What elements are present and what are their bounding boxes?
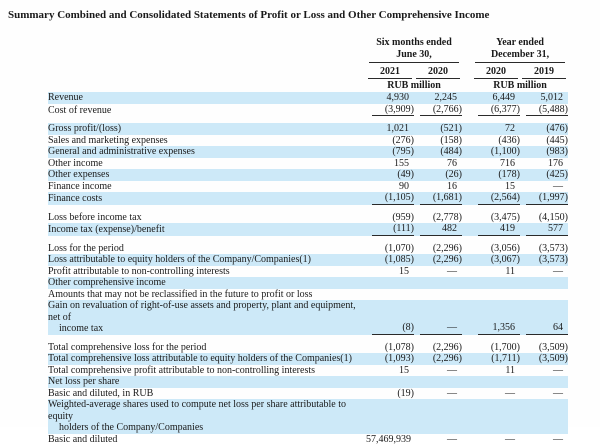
row-value: (959) [366,212,414,224]
row-value: 176 [520,158,568,170]
row-label: Total comprehensive loss attributable to equity holders of the Companies(1) [48,353,366,365]
row-value: (484) [414,146,462,158]
row-value: — [472,388,520,400]
row-value: (178) [472,169,520,181]
row-value: (445) [520,135,568,147]
row-value: (1,070) [366,243,414,255]
statement-row [48,376,568,388]
row-value [414,289,462,301]
column-gap [462,342,472,354]
row-value: — [414,365,462,377]
row-value: 482 [414,223,462,236]
row-label: Net loss per share [48,376,366,388]
row-label: Gross profit/(loss) [48,123,366,135]
row-value: — [520,388,568,400]
row-value: 15 [366,365,414,377]
row-label: Total comprehensive profit attributable to non-controlling interests [48,365,366,377]
column-gap [462,37,472,65]
row-value: (3,056) [472,243,520,255]
row-value [472,277,520,289]
column-gap [462,223,472,236]
row-value: (19) [366,388,414,400]
row-value: (425) [520,169,568,181]
row-value: (5,488) [520,104,568,117]
group-label [475,37,565,63]
row-label: Revenue [48,92,366,104]
year-column-header [414,65,462,79]
row-label: Profit attributable to non-controlling interests [48,266,366,278]
column-gap [462,158,472,170]
row-value: (2,766) [414,104,462,117]
row-label: General and administrative expenses [48,146,366,158]
row-value: (111) [366,223,414,236]
row-label: Loss for the period [48,243,366,255]
row-value: 11 [472,365,520,377]
group-header-row [48,37,568,65]
row-value: (2,296) [414,243,462,255]
row-value: (1,711) [472,353,520,365]
row-value: (2,296) [414,353,462,365]
row-value: (2,564) [472,192,520,205]
column-gap [462,289,472,301]
statement-row [48,277,568,289]
row-value: (2,296) [414,254,462,266]
column-gap [462,65,472,79]
row-label: Basic and diluted, in RUB [48,388,366,400]
row-value [366,289,414,301]
year-label: 2019 [522,66,566,79]
row-value: — [472,434,520,445]
group-line1: Year ended [475,37,565,49]
row-value: (3,509) [520,342,568,354]
group-label [369,37,459,63]
row-label: Finance income [48,181,366,193]
row-value: 15 [472,181,520,193]
row-label: Gain on revaluation of right-of-use assets and property, plant and equipment, net of income tax [48,300,366,335]
row-value: (276) [366,135,414,147]
statement-rows [48,92,568,445]
unit-label: RUB million [366,79,462,92]
row-label: Loss attributable to equity holders of the Company/Companies(1) [48,254,366,266]
spacer-cell [48,236,568,243]
row-value: (983) [520,146,568,158]
row-value: (1,997) [520,192,568,205]
statement-row [48,181,568,193]
year-column-header [520,65,568,79]
row-value [472,289,520,301]
statement-row [48,353,568,365]
column-gap [462,277,472,289]
row-label: Other expenses [48,169,366,181]
row-label: Other comprehensive income [48,277,366,289]
row-value: 15 [366,266,414,278]
row-value: — [414,300,462,335]
column-gap [462,135,472,147]
spacer-cell [48,205,568,212]
statement-row [48,266,568,278]
statement-row [48,365,568,377]
row-value: (1,078) [366,342,414,354]
column-gap [462,181,472,193]
row-value: (1,700) [472,342,520,354]
row-value: (6,377) [472,104,520,117]
statement-row [48,123,568,135]
row-value: 72 [472,123,520,135]
row-value: (49) [366,169,414,181]
row-value: 90 [366,181,414,193]
row-value: (3,475) [472,212,520,224]
row-value: — [520,365,568,377]
row-value: (1,100) [472,146,520,158]
row-value: (436) [472,135,520,147]
column-gap [462,123,472,135]
year-label: 2021 [368,66,412,79]
row-value: (1,093) [366,353,414,365]
statement-row [48,388,568,400]
row-label: Sales and marketing expenses [48,135,366,147]
row-value: 716 [472,158,520,170]
column-gap [462,388,472,400]
row-value [366,376,414,388]
row-label: Weighted-average shares used to compute net loss per share attributable to equity holders of the Company/Companies [48,399,366,434]
row-label: Income tax (expense)/benefit [48,223,366,236]
group-line2: December 31, [475,49,565,61]
column-gap [462,104,472,117]
row-value: (1,085) [366,254,414,266]
statement-row [48,192,568,205]
year-label: 2020 [416,66,460,79]
row-value: — [414,266,462,278]
row-value: 1,021 [366,123,414,135]
row-label: Cost of revenue [48,104,366,117]
row-value [366,277,414,289]
row-value: (2,778) [414,212,462,224]
column-gap [462,146,472,158]
column-gap [462,192,472,205]
spacer-cell [48,116,568,123]
row-value: (1,105) [366,192,414,205]
column-group-six-months [366,37,462,65]
statement-row [48,254,568,266]
column-gap [462,79,472,92]
row-value: (3,509) [520,353,568,365]
row-value: 155 [366,158,414,170]
year-column-header [366,65,414,79]
row-value: — [520,434,568,445]
row-label: Amounts that may not be reclassified in the future to profit or loss [48,289,366,301]
row-value: 5,012 [520,92,568,104]
row-value: — [520,266,568,278]
row-label: Total comprehensive loss for the period [48,342,366,354]
row-label: Other income [48,158,366,170]
statement-row [48,300,568,335]
row-value: 11 [472,266,520,278]
spacer-row [48,205,568,212]
row-value: (795) [366,146,414,158]
row-value: — [414,434,462,445]
statement-row [48,212,568,224]
column-gap [462,353,472,365]
statement-row [48,169,568,181]
column-gap [462,169,472,181]
table-header [48,37,568,92]
row-value: 1,356 [472,300,520,335]
row-value: 577 [520,223,568,236]
row-value [414,399,462,434]
row-value: (26) [414,169,462,181]
row-value: 4,930 [366,92,414,104]
statement-row [48,289,568,301]
row-value: 76 [414,158,462,170]
column-gap [462,399,472,434]
statement-row [48,104,568,117]
row-value [520,277,568,289]
row-value [414,277,462,289]
column-gap [462,212,472,224]
statement-row [48,399,568,434]
column-gap [462,254,472,266]
financial-statement-table [48,37,568,445]
row-value: 2,245 [414,92,462,104]
spacer-row [48,236,568,243]
year-header-row [48,65,568,79]
header-corner [48,65,366,79]
statement-row [48,223,568,236]
row-value: 64 [520,300,568,335]
row-value: — [520,181,568,193]
row-value: — [414,388,462,400]
row-value: 6,449 [472,92,520,104]
statement-row [48,92,568,104]
statement-row [48,243,568,255]
spacer-row [48,116,568,123]
row-value [520,289,568,301]
row-value: (158) [414,135,462,147]
row-value: (4,150) [520,212,568,224]
row-value: (2,296) [414,342,462,354]
column-gap [462,365,472,377]
year-label: 2020 [474,66,518,79]
row-label: Basic and diluted [48,434,366,445]
row-value: (3,573) [520,243,568,255]
row-value: 16 [414,181,462,193]
header-corner [48,37,366,65]
column-gap [462,266,472,278]
row-value: 419 [472,223,520,236]
statement-row [48,434,568,445]
row-value [414,376,462,388]
column-gap [462,92,472,104]
row-value [472,399,520,434]
row-value [520,399,568,434]
row-value: (3,909) [366,104,414,117]
row-label: Finance costs [48,192,366,205]
column-gap [462,434,472,445]
row-value: (3,573) [520,254,568,266]
row-value: (8) [366,300,414,335]
row-value: 57,469,939 [366,434,414,445]
statement-row [48,146,568,158]
unit-label: RUB million [472,79,568,92]
statement-row [48,135,568,147]
column-group-year-ended [472,37,568,65]
row-value: (1,681) [414,192,462,205]
spacer-row [48,335,568,342]
group-line1: Six months ended [369,37,459,49]
statement-row [48,342,568,354]
row-value: (521) [414,123,462,135]
statement-row [48,158,568,170]
column-gap [462,300,472,335]
row-value [520,376,568,388]
spacer-cell [48,335,568,342]
row-label: Loss before income tax [48,212,366,224]
document-title: Summary Combined and Consolidated Statements of Profit or Loss and Other Comprehensive Income [0,0,600,21]
group-line2: June 30, [369,49,459,61]
column-gap [462,243,472,255]
year-column-header [472,65,520,79]
row-value: (3,067) [472,254,520,266]
column-gap [462,376,472,388]
row-value [366,399,414,434]
row-value: (476) [520,123,568,135]
unit-header-row [48,79,568,92]
row-value [472,376,520,388]
header-corner [48,79,366,92]
